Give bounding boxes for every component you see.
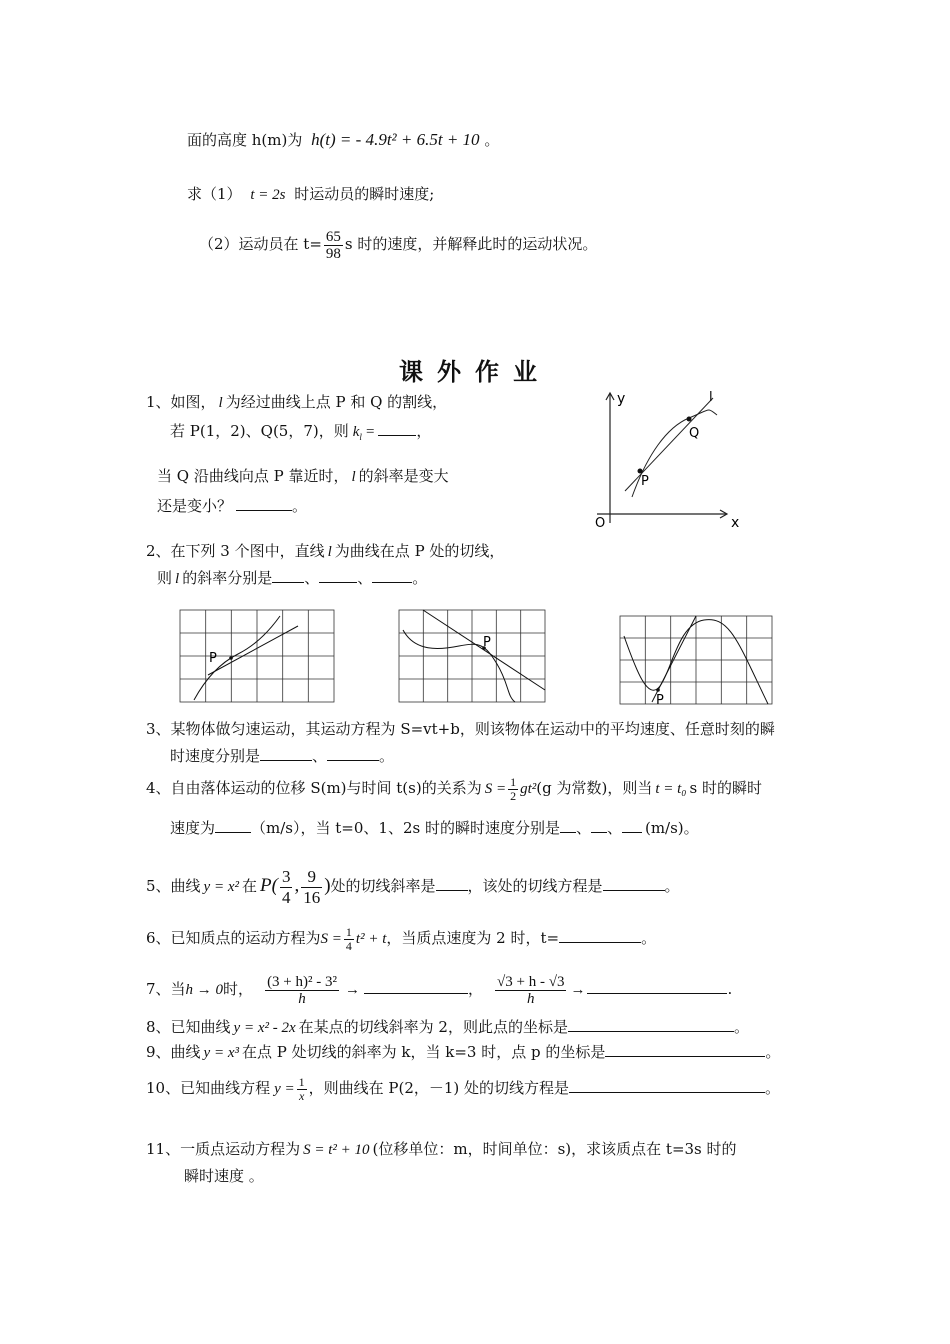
fraction-quarter <box>344 926 354 953</box>
text: 。 <box>765 1079 781 1097</box>
q11-line-1 <box>146 1139 737 1160</box>
q9-line <box>146 1041 780 1063</box>
answer-blank <box>568 1016 734 1032</box>
text: 当 Q 沿曲线向点 P 靠近时， <box>157 467 349 485</box>
denominator: 4 <box>281 887 291 907</box>
fraction-1-x <box>297 1076 307 1103</box>
time-formula: t = 2s <box>250 187 286 203</box>
fraction-difference-quotient-2 <box>495 974 566 1007</box>
denominator: h <box>526 990 535 1007</box>
comma: , <box>294 875 300 896</box>
numerator: (3 + h)² - 3² <box>267 973 338 990</box>
text: 的斜率是变大 <box>358 467 449 485</box>
q5-line <box>146 864 680 909</box>
fraction-3-4 <box>280 867 293 908</box>
q3-line-1: 3、某物体做匀速运动，其运动方程为 S=vt+b，则该物体在运动中的平均速度、任意时刻的瞬 <box>146 720 775 738</box>
tangent-graph-3 <box>618 614 774 706</box>
top-line-3 <box>199 224 597 264</box>
fraction-difference-quotient-1 <box>265 974 339 1007</box>
point-p <box>229 656 233 660</box>
math-t2-t: t² + t <box>355 931 387 947</box>
grid <box>180 610 334 702</box>
text: 在点 P 处切线的斜率为 k，当 k=3 时，点 p 的坐标是 <box>241 1043 606 1061</box>
secant-graph <box>585 385 755 535</box>
text: ， <box>468 980 484 998</box>
text: ，当质点速度为 2 时，t= <box>386 929 560 947</box>
numerator: 1 <box>345 924 352 939</box>
q10-line <box>146 1068 780 1109</box>
text: 时速度分别是 <box>170 747 261 765</box>
text: . <box>727 980 733 998</box>
arrow: → <box>345 982 361 998</box>
text: 10、已知曲线方程 <box>146 1079 271 1097</box>
math-l: l <box>351 469 356 485</box>
paren: ) <box>324 875 331 896</box>
arrow: → <box>570 982 586 998</box>
p-label: P <box>483 635 491 650</box>
text: 。 <box>379 747 395 765</box>
q3-line-2 <box>170 745 394 766</box>
q2-line-1 <box>146 541 504 562</box>
text: ，该处的切线方程是 <box>467 877 603 895</box>
text: 还是变小？ <box>157 497 233 515</box>
text: s 时的瞬时 <box>689 779 762 797</box>
secant-line-l <box>625 398 713 491</box>
q1-line-1 <box>146 392 447 413</box>
text: 8、已知曲线 <box>146 1018 231 1036</box>
numerator: 1 <box>510 774 517 789</box>
text: 处的切线斜率是 <box>330 877 436 895</box>
text: 。 <box>641 929 657 947</box>
text: （m/s），当 t=0、1、2s 时的瞬时速度分别是 <box>251 819 560 837</box>
tangent-graph-1 <box>178 608 336 704</box>
answer-blank <box>260 745 312 761</box>
l-label: l <box>709 390 713 405</box>
answer-blank <box>236 495 292 511</box>
text: 在某点的切线斜率为 2，则此点的坐标是 <box>298 1018 568 1036</box>
text: 5、曲线 <box>146 877 201 895</box>
text: 则 <box>157 569 173 587</box>
denominator: 98 <box>325 245 341 262</box>
denominator: h <box>298 990 306 1007</box>
point-p <box>638 469 643 474</box>
q7-line <box>146 966 732 1013</box>
math-gt2: gt² <box>520 781 537 797</box>
point-p <box>656 688 660 692</box>
numerator: 65 <box>325 228 341 245</box>
answer-blank <box>378 420 416 436</box>
math-t-t0: t = t₀ <box>655 781 687 797</box>
text: 。 <box>733 1018 749 1036</box>
text: 时， <box>223 980 254 998</box>
answer-blank <box>591 817 607 833</box>
math-h-to-0: h → 0 <box>185 982 224 998</box>
x-axis-label: x <box>731 515 740 531</box>
text: (g 为常数)，则当 <box>536 779 653 797</box>
text: 的斜率分别是 <box>182 569 273 587</box>
answer-blank <box>436 875 468 891</box>
p-label: P <box>656 693 664 706</box>
math-S: S = <box>484 781 507 797</box>
grid <box>399 610 545 702</box>
text: ， <box>416 422 432 440</box>
answer-blank <box>560 817 576 833</box>
text: （2）运动员在 t= <box>199 235 322 253</box>
point-q <box>687 417 692 422</box>
q6-line <box>146 920 656 957</box>
text: 时运动员的瞬时速度; <box>294 185 435 203</box>
answer-blank <box>364 978 468 994</box>
text: 1、如图， <box>146 393 216 411</box>
text: 6、已知质点的运动方程为 <box>146 929 321 947</box>
text: 。 <box>484 131 500 149</box>
math-l: l <box>218 395 223 411</box>
denominator: 2 <box>510 788 517 803</box>
answer-blank <box>622 817 642 833</box>
math-P: P( <box>260 875 278 896</box>
text: 、 <box>304 569 320 587</box>
q4-line-2 <box>170 817 699 838</box>
y-axis-label: y <box>617 391 626 407</box>
answer-blank <box>587 978 727 994</box>
text: s 时的速度，并解释此时的运动状况。 <box>344 235 598 253</box>
answer-blank <box>559 927 641 943</box>
origin-label: O <box>595 516 606 531</box>
text: 。 <box>664 877 680 895</box>
p-label: P <box>641 474 649 489</box>
height-formula: h(t) = - 4.9t² + 6.5t + 10 <box>311 130 480 149</box>
text: 为经过曲线上点 P 和 Q 的割线， <box>225 393 448 411</box>
denominator: 16 <box>303 887 321 907</box>
text: 为曲线在点 P 处的切线， <box>334 542 505 560</box>
numerator: √3 + h - √3 <box>497 973 565 990</box>
denominator: 4 <box>345 938 352 953</box>
fraction-half <box>508 776 518 803</box>
p-label: P <box>209 651 217 666</box>
answer-blank <box>319 567 357 583</box>
math-y-x2: y = x² <box>203 879 239 895</box>
text: 。 <box>765 1043 781 1061</box>
top-line-2 <box>187 184 434 205</box>
q11-line-2: 瞬时速度 。 <box>184 1167 264 1185</box>
grid <box>620 616 772 704</box>
text: 、 <box>312 747 328 765</box>
answer-blank <box>569 1077 765 1093</box>
text: 9、曲线 <box>146 1043 201 1061</box>
math-y: y = <box>274 1081 295 1097</box>
section-title: 课外作业 <box>399 357 551 386</box>
answer-blank <box>605 1041 765 1057</box>
answer-blank <box>603 875 665 891</box>
tangent-graph-2 <box>397 608 547 704</box>
q8-line <box>146 1016 749 1038</box>
curve <box>403 630 515 702</box>
q2-line-2 <box>157 567 427 589</box>
q1-line-3 <box>157 466 449 487</box>
text: 求（1） <box>187 185 242 203</box>
text: 在 <box>241 877 257 895</box>
math-k: k <box>352 424 360 440</box>
numerator: 1 <box>298 1074 305 1089</box>
text: 。 <box>412 569 428 587</box>
curve <box>194 616 280 700</box>
text: 7、当 <box>146 980 186 998</box>
answer-blank <box>272 567 304 583</box>
text: 11、一质点运动方程为 <box>146 1140 301 1158</box>
text: 。 <box>292 497 308 515</box>
q1-line-4 <box>157 495 307 516</box>
text: (m/s)。 <box>644 819 699 837</box>
answer-blank <box>215 817 251 833</box>
math-formula: S = t² + 10 <box>303 1142 370 1158</box>
numerator: 9 <box>301 867 322 888</box>
fraction-65-98 <box>324 229 343 262</box>
answer-blank <box>372 567 412 583</box>
denominator: x <box>298 1088 305 1103</box>
answer-blank <box>327 745 379 761</box>
text: 面的高度 h(m)为 <box>187 131 303 149</box>
fraction-9-16 <box>301 867 322 908</box>
text: ，则曲线在 P(2，－1) 处的切线方程是 <box>308 1079 570 1097</box>
top-line-1 <box>187 130 499 150</box>
q4-line-1 <box>146 770 762 807</box>
equals: = <box>365 424 375 440</box>
math-curve: y = x² - 2x <box>233 1020 296 1036</box>
text: 若 P(1，2)、Q(5，7)，则 <box>170 422 349 440</box>
text: 速度为 <box>170 819 216 837</box>
text: 、 <box>575 819 591 837</box>
math-l: l <box>327 544 332 560</box>
text: 2、在下列 3 个图中，直线 <box>146 542 325 560</box>
text: (位移单位：m，时间单位：s)，求该质点在 t=3s 时的 <box>372 1140 737 1158</box>
math-curve: y = x³ <box>203 1045 239 1061</box>
q1-line-2 <box>170 420 431 447</box>
math-l: l <box>175 571 180 587</box>
numerator: 3 <box>281 866 291 886</box>
tangent-line <box>423 610 545 690</box>
math-sub-l: l <box>359 432 362 442</box>
q-label: Q <box>689 426 700 441</box>
text: 4、自由落体运动的位移 S(m)与时间 t(s)的关系为 <box>146 779 482 797</box>
text: 、 <box>357 569 373 587</box>
text: 、 <box>606 819 622 837</box>
math-S: S = <box>320 931 342 947</box>
